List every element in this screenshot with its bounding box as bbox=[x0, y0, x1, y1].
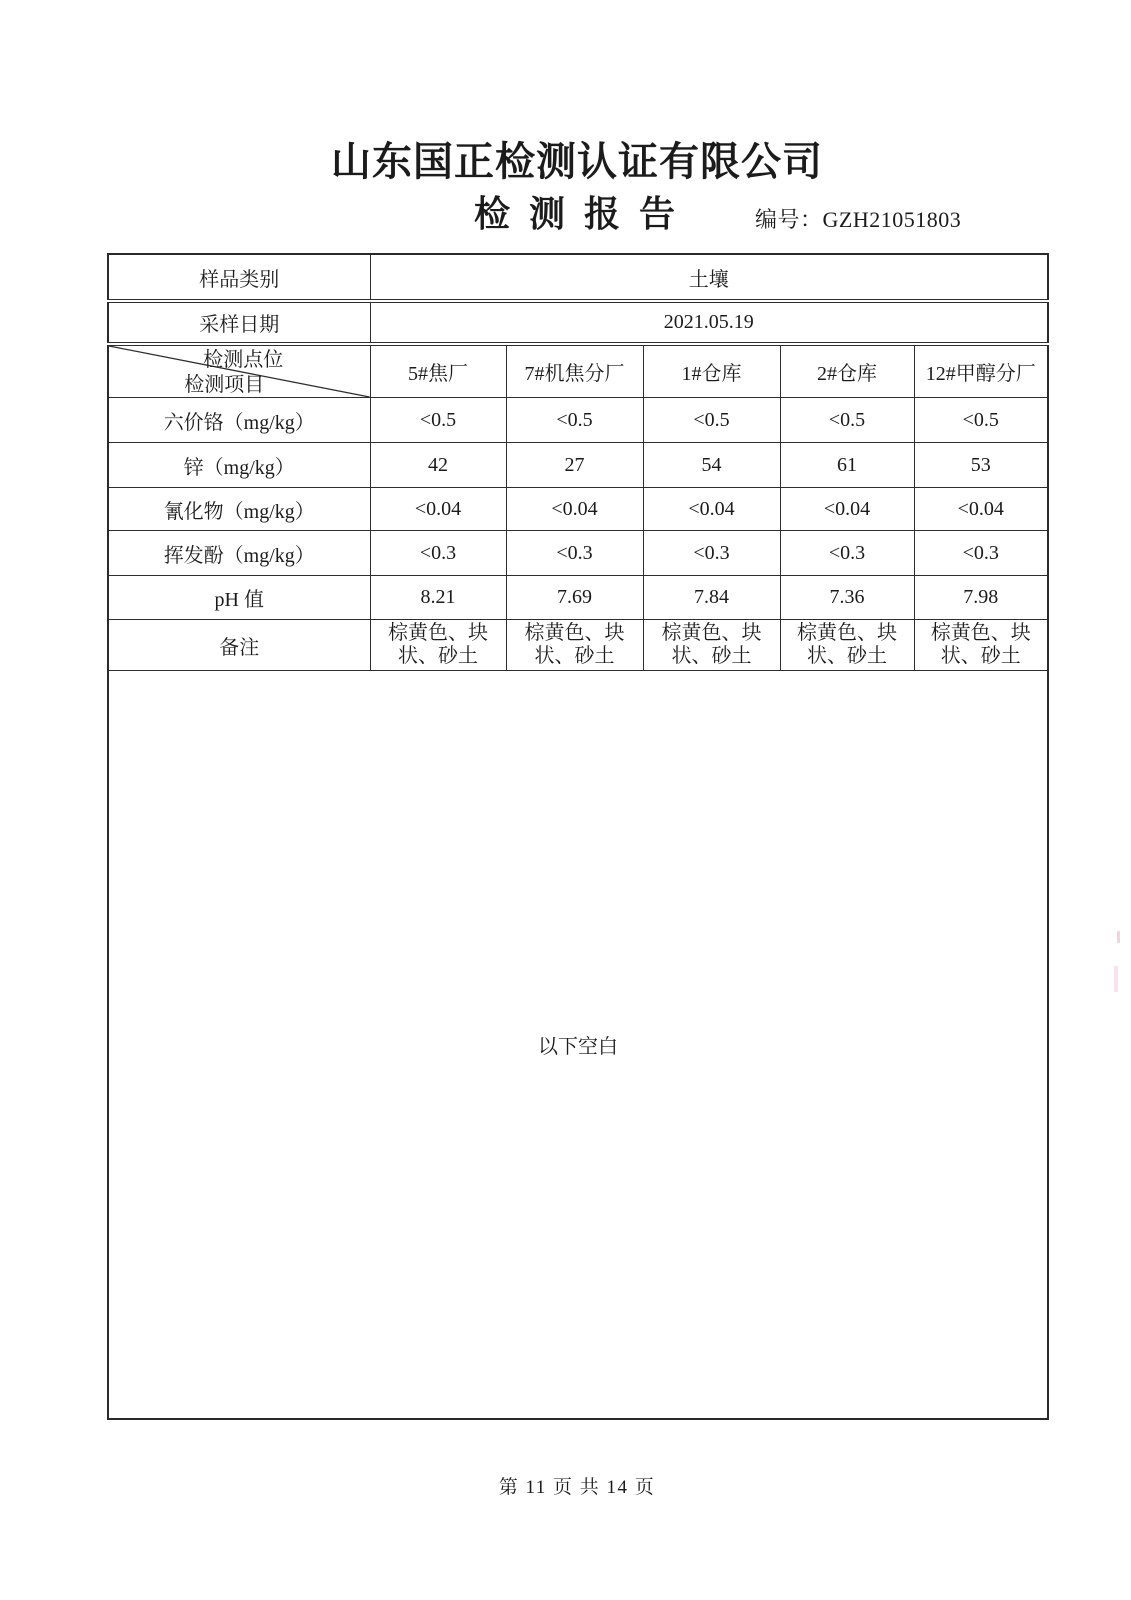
site-header-4: 2#仓库 bbox=[780, 344, 914, 398]
remark-value: 棕黄色、块状、砂土 bbox=[914, 620, 1048, 671]
sample-category-row bbox=[108, 254, 1048, 301]
parameter-value: 61 bbox=[780, 443, 914, 488]
test-report-table bbox=[107, 253, 1049, 1420]
parameter-value: <0.5 bbox=[370, 398, 506, 443]
parameter-value: 42 bbox=[370, 443, 506, 488]
parameter-value: <0.3 bbox=[643, 531, 780, 576]
parameter-value: <0.04 bbox=[506, 488, 643, 531]
parameter-value: 7.36 bbox=[780, 576, 914, 620]
site-header-row bbox=[108, 344, 1048, 398]
site-header-3: 1#仓库 bbox=[643, 344, 780, 398]
sampling-date-label: 采样日期 bbox=[108, 301, 370, 344]
parameter-value: <0.04 bbox=[914, 488, 1048, 531]
sampling-date-row bbox=[108, 301, 1048, 344]
corner-bottom-label: 检测项目 bbox=[184, 374, 265, 396]
remark-value: 棕黄色、块状、砂土 bbox=[643, 620, 780, 671]
parameter-row-volatile-phenol bbox=[108, 531, 1048, 576]
scan-artifact bbox=[1114, 966, 1118, 992]
remark-value: 棕黄色、块状、砂土 bbox=[506, 620, 643, 671]
parameter-value: 7.69 bbox=[506, 576, 643, 620]
parameter-label: 六价铬（mg/kg） bbox=[108, 398, 370, 443]
parameter-value: 8.21 bbox=[370, 576, 506, 620]
parameter-row-cyanide bbox=[108, 488, 1048, 531]
parameter-value: 7.98 bbox=[914, 576, 1048, 620]
site-header-2: 7#机焦分厂 bbox=[506, 344, 643, 398]
below-blank-note: 以下空白 bbox=[538, 1035, 619, 1058]
corner-top-label: 检测点位 bbox=[203, 349, 284, 371]
site-header-5: 12#甲醇分厂 bbox=[914, 344, 1048, 398]
parameter-value: <0.04 bbox=[370, 488, 506, 531]
corner-cell bbox=[108, 344, 370, 398]
parameter-value: <0.04 bbox=[780, 488, 914, 531]
parameter-value: <0.5 bbox=[643, 398, 780, 443]
parameter-value: 53 bbox=[914, 443, 1048, 488]
blank-area-row bbox=[108, 671, 1048, 1419]
parameter-row-zinc bbox=[108, 443, 1048, 488]
parameter-value: 54 bbox=[643, 443, 780, 488]
parameter-label: 氰化物（mg/kg） bbox=[108, 488, 370, 531]
company-name: 山东国正检测认证有限公司 bbox=[331, 139, 823, 184]
parameter-value: 7.84 bbox=[643, 576, 780, 620]
sampling-date-value: 2021.05.19 bbox=[370, 301, 1048, 344]
parameter-label: 锌（mg/kg） bbox=[108, 443, 370, 488]
site-header-1: 5#焦厂 bbox=[370, 344, 506, 398]
parameter-value: <0.3 bbox=[506, 531, 643, 576]
remark-row bbox=[108, 620, 1048, 671]
remark-value: 棕黄色、块状、砂土 bbox=[780, 620, 914, 671]
parameter-value: <0.3 bbox=[914, 531, 1048, 576]
report-number bbox=[755, 203, 961, 234]
parameter-label: 挥发酚（mg/kg） bbox=[108, 531, 370, 576]
remark-label: 备注 bbox=[108, 620, 370, 671]
parameter-label: pH 值 bbox=[108, 576, 370, 620]
report-number-label: 编号： bbox=[755, 207, 823, 232]
parameter-value: <0.5 bbox=[780, 398, 914, 443]
blank-area bbox=[108, 671, 1048, 1419]
parameter-row-hexavalent-chromium bbox=[108, 398, 1048, 443]
report-number-value: GZH21051803 bbox=[822, 207, 962, 232]
sample-category-label: 样品类别 bbox=[108, 254, 370, 301]
sample-category-value: 土壤 bbox=[370, 254, 1048, 301]
parameter-value: 27 bbox=[506, 443, 643, 488]
parameter-value: <0.3 bbox=[370, 531, 506, 576]
scan-artifact bbox=[1117, 931, 1120, 943]
report-title: 检 测 报 告 bbox=[473, 194, 680, 234]
page-number-indicator: 第 11 页 共 14 页 bbox=[498, 1477, 656, 1498]
parameter-value: <0.5 bbox=[506, 398, 643, 443]
parameter-value: <0.3 bbox=[780, 531, 914, 576]
parameter-value: <0.5 bbox=[914, 398, 1048, 443]
parameter-row-ph bbox=[108, 576, 1048, 620]
remark-value: 棕黄色、块状、砂土 bbox=[370, 620, 506, 671]
parameter-value: <0.04 bbox=[643, 488, 780, 531]
